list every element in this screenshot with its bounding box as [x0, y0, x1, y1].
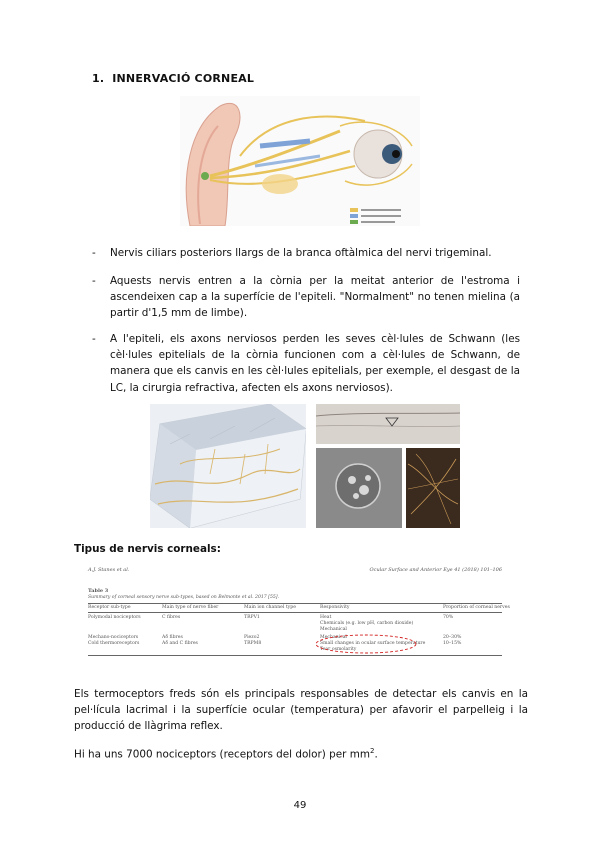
- table-cell: 20–30%: [443, 635, 462, 640]
- paragraph-period: .: [374, 748, 378, 761]
- histology-figure: [316, 404, 460, 528]
- trigeminal-nerve-figure: [180, 96, 420, 226]
- page-number: 49: [293, 800, 307, 811]
- bullet-dash: -: [92, 247, 96, 259]
- nerve-subtypes-table: [88, 567, 510, 659]
- table-caption: Summary of corneal sensory nerve sub-types, based on Belmonte et al. 2017 [55].: [88, 595, 280, 600]
- table-cell: Chemicals (e.g. low pH, carbon dioxide): [320, 621, 414, 626]
- table-cell: Aδ fibres: [162, 635, 183, 640]
- paragraph-thermoreceptors: Els termoceptors freds són els principals responsables de detectar els canvis en la pel·lícula lacrimal i la superfície ocular (temperatura) per afavorir el parpelleig i la producció de llàgrima reflex.: [74, 688, 528, 733]
- table-cell: Mechanical: [320, 627, 347, 632]
- bullet-text: A l'epiteli, els axons nerviosos perden les seves cèl·lules de Schwann (les cèl·lules epitelials de la còrnia funcionen com a cèl·lules de Schwann, de manera que els canvis en les cèl·lules epitelials, per exemple, el desgast de la LC, la cirurgia refractiva, afecten els axons nerviosos).: [110, 333, 520, 394]
- column-header: Main type of nerve fiber: [162, 605, 219, 610]
- paragraph-nociceptors: [74, 743, 528, 763]
- table-cell: Mechanical: [320, 635, 347, 640]
- bullet-dash: -: [92, 333, 96, 345]
- table-cell: 10–15%: [443, 641, 462, 646]
- bullet-dash: -: [92, 275, 96, 287]
- section-heading: [92, 72, 254, 85]
- table-caption-title: Table 3: [88, 588, 109, 594]
- table-cell: Heat: [320, 615, 332, 620]
- corneal-epithelium-figure: [150, 404, 306, 528]
- column-header: Proportion of corneal nerves: [443, 605, 510, 610]
- section-title: INNERVACIÓ CORNEAL: [112, 72, 255, 85]
- column-header: Responsivity: [320, 605, 350, 610]
- bullet-text: Aquests nervis entren a la còrnia per la meitat anterior de l'estroma i ascendeixen cap a la superfície de l'epiteli. "Normalment" no tenen mielina (a partir d'1,5 mm de limbe).: [110, 275, 520, 320]
- table-cell: Polymodal nociceptors: [88, 615, 141, 620]
- column-header: Receptor sub-type: [88, 605, 131, 610]
- section-number: 1.: [92, 72, 105, 85]
- table-cell: Small changes in ocular surface temperature: [320, 641, 426, 646]
- bullet-text: Nervis ciliars posteriors llargs de la branca oftàlmica del nervi trigeminal.: [110, 247, 492, 259]
- red-annotation-ellipse: [88, 567, 502, 659]
- table-header-left: A.J. Stanes et al.: [88, 567, 130, 573]
- table-cell: TRPM8: [244, 641, 262, 646]
- nerve-types-heading: Tipus de nervis corneals:: [74, 543, 221, 555]
- table-header-right: Ocular Surface and Anterior Eye 41 (2018) 101–106: [369, 567, 502, 573]
- table-cell: Cold thermoreceptors: [88, 641, 140, 646]
- table-cell: 70%: [443, 615, 454, 620]
- table-cell: Aδ and C fibres: [162, 641, 198, 646]
- table-cell: Mechano-nociceptors: [88, 635, 139, 640]
- table-cell: C fibres: [162, 615, 181, 620]
- paragraph-nociceptors-text: Hi ha uns 7000 nociceptors (receptors del dolor) per mm: [74, 748, 370, 761]
- table-cell: TRPV1: [244, 615, 260, 620]
- superscript: 2: [369, 747, 375, 755]
- table-cell: Piezo2: [244, 635, 260, 640]
- table-cell: Tear osmolarity: [320, 647, 357, 652]
- column-header: Main ion channel type: [244, 605, 296, 610]
